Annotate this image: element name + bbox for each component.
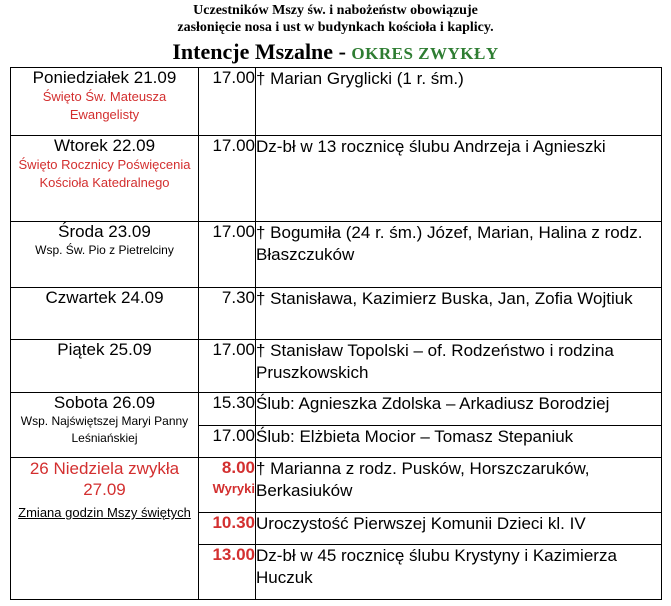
mask-notice	[0, 2, 671, 36]
notice-line-2: zasłonięcie nosa i ust w budynkach kościoła i kaplicy.	[177, 20, 494, 35]
mass-time-cell	[199, 458, 256, 513]
day-name: Poniedziałek 21.09	[32, 68, 177, 87]
mass-time: 7.30	[199, 288, 256, 340]
day-cell	[11, 458, 199, 600]
mass-time-cell	[199, 545, 256, 600]
mass-time: 17.00	[199, 426, 256, 458]
liturgical-period: OKRES ZWYKŁY	[351, 44, 499, 63]
day-cell	[11, 393, 199, 458]
mass-intention: † Marian Gryglicki (1 r. śm.)	[256, 68, 662, 136]
table-row	[11, 393, 662, 426]
mass-intention: † Bogumiła (24 r. śm.) Józef, Marian, Halina z rodz. Błaszczuków	[256, 222, 662, 288]
mass-time-cell	[199, 513, 256, 545]
day-cell	[11, 136, 199, 222]
table-row	[11, 340, 662, 393]
table-row	[11, 68, 662, 136]
mass-time: 15.30	[199, 393, 256, 426]
mass-intention: † Marianna z rodz. Pusków, Horszczaruków, Berkasiuków	[256, 458, 662, 513]
mass-time: 17.00	[199, 340, 256, 393]
mass-intention: Dz-bł w 45 rocznicę ślubu Krystyny i Kazimierza Huczuk	[256, 545, 662, 600]
mass-time: 17.00	[199, 68, 256, 136]
table-row	[11, 136, 662, 222]
day-name: Czwartek 24.09	[45, 288, 164, 307]
day-cell	[11, 68, 199, 136]
feast-label: Wsp. Najświętszej Maryi Panny Leśniańskiej	[20, 414, 189, 445]
day-cell	[11, 288, 199, 340]
feast-label: Święto Rocznicy Poświęcenia Kościoła Katedralnego	[18, 157, 191, 190]
mass-time: 13.00	[212, 545, 255, 564]
day-name: Wtorek 22.09	[53, 136, 156, 155]
day-name: Piątek 25.09	[57, 340, 152, 359]
feast-label: Święto Św. Mateusza Ewangelisty	[42, 89, 167, 122]
mass-intentions-table	[10, 67, 662, 600]
mass-time: 8.00	[221, 458, 255, 477]
mass-time: 17.00	[199, 222, 256, 288]
mass-intention: † Stanisław Topolski – of. Rodzeństwo i rodzina Pruszkowskich	[256, 340, 662, 393]
mass-time: 10.30	[212, 513, 255, 532]
day-name: Sobota 26.09	[53, 393, 156, 412]
title-main: Intencje Mszalne	[172, 39, 334, 64]
table-row	[11, 458, 662, 513]
notice-line-1: Uczestników Mszy św. i nabożeństw obowiązuje	[193, 3, 478, 18]
schedule-change-note: Zmiana godzin Mszy świętych	[18, 505, 191, 520]
day-cell	[11, 340, 199, 393]
day-cell	[11, 222, 199, 288]
mass-location: Wyryki	[212, 481, 255, 496]
table-row	[11, 222, 662, 288]
day-name: Środa 23.09	[58, 222, 151, 241]
day-name: 26 Niedziela zwykła 27.09	[29, 459, 180, 499]
mass-intention: Ślub: Elżbieta Mocior – Tomasz Stepaniuk	[256, 426, 662, 458]
table-row	[11, 288, 662, 340]
title-separator: -	[333, 39, 352, 64]
mass-intention: † Stanisława, Kazimierz Buska, Jan, Zofia Wojtiuk	[256, 288, 662, 340]
mass-intention: Ślub: Agnieszka Zdolska – Arkadiusz Borodziej	[256, 393, 662, 426]
mass-intention: Dz-bł w 13 rocznicę ślubu Andrzeja i Agnieszki	[256, 136, 662, 222]
page-title	[0, 39, 671, 65]
mass-intention: Uroczystość Pierwszej Komunii Dzieci kl. IV	[256, 513, 662, 545]
mass-time: 17.00	[199, 136, 256, 222]
feast-label: Wsp. Św. Pio z Pietrelciny	[35, 243, 174, 257]
